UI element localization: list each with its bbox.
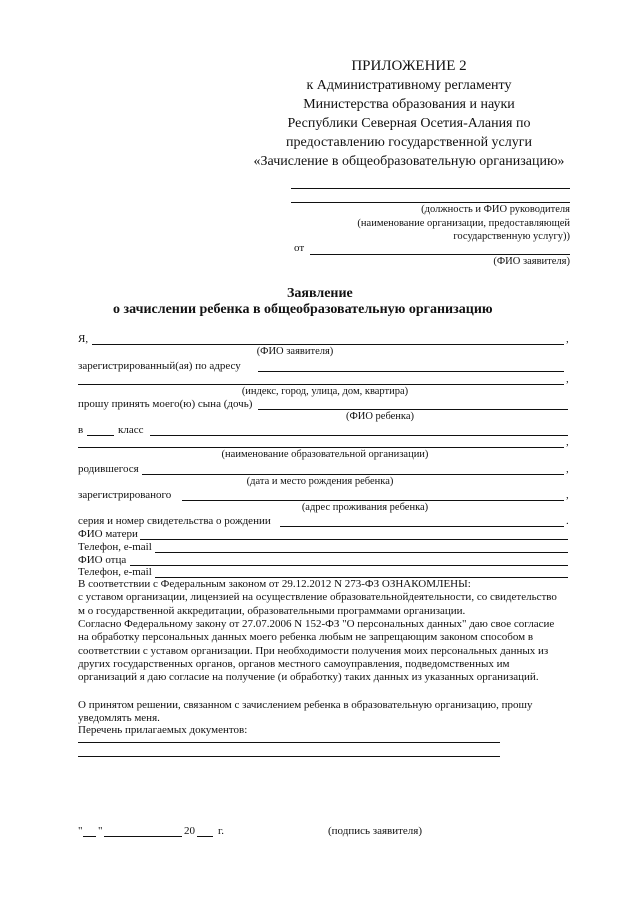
org-name-line (150, 435, 568, 436)
acquaint-line: м о государственной аккредитации, образовательными программами организации. (78, 604, 466, 617)
child-address-line (182, 500, 564, 501)
phone-mother-line (155, 552, 568, 553)
org-name-line-2 (78, 447, 564, 448)
comma: , (566, 373, 569, 385)
header-line-5: «Зачисление в общеобразовательную организацию» (253, 154, 565, 169)
notify-paragraph (78, 699, 573, 726)
acquaint-line: с уставом организации, лицензией на осуществление образовательнойдеятельности, со свидетельство (78, 591, 557, 604)
born-label: родившегося (78, 463, 139, 475)
comma: , (566, 489, 569, 501)
reg-child-label: зарегистрированого (78, 489, 172, 501)
docs-label: Перечень прилагаемых документов: (78, 724, 248, 736)
caption-org-2: государственную услугу)) (453, 231, 570, 242)
acquaint-line: В соответствии с Федеральным законом от 29.12.2012 N 273-ФЗ ОЗНАКОМЛЕНЫ: (78, 578, 471, 590)
cert-label: серия и номер свидетельства о рождении (78, 515, 271, 527)
caption-head: (должность и ФИО руководителя (421, 204, 570, 215)
consent-paragraph (78, 618, 573, 684)
consent-line: на обработку персональных данных моего ребенка любым не запрещающим законом способом в (78, 631, 534, 644)
notify-line: уведомлять меня. (78, 712, 160, 725)
comma: , (566, 436, 569, 448)
header-block (220, 57, 598, 171)
notify-line: О принятом решении, связанном с зачислением ребенка в образовательную организацию, прошу (78, 699, 533, 711)
class-number-line (87, 435, 114, 436)
period: . (566, 515, 569, 527)
phone-label-father: Телефон, e-mail (78, 566, 152, 578)
caption-applicant: (ФИО заявителя) (493, 256, 570, 267)
docs-line-1 (78, 742, 500, 743)
father-line (130, 565, 568, 566)
cert-line (280, 526, 564, 527)
applicant-name-line (92, 344, 564, 345)
from-label: от (294, 242, 305, 254)
comma: , (566, 463, 569, 475)
registered-line (258, 371, 564, 372)
acquaint-paragraph (78, 578, 573, 618)
date-year-line (197, 836, 213, 837)
mother-line (140, 539, 568, 540)
docs-line-2 (78, 756, 500, 757)
class-label: класс (118, 424, 144, 436)
consent-line: соответствии с уставом организации. При необходимости получения моих персональных данных из (78, 644, 549, 657)
appendix-title: ПРИЛОЖЕНИЕ 2 (351, 58, 467, 74)
date-quote-open: " (78, 825, 83, 837)
date-quote-close: " (98, 825, 103, 837)
doc-title: Заявление (287, 286, 353, 301)
ask-label: прошу принять моего(ю) сына (дочь) (78, 398, 253, 410)
doc-subtitle: о зачислении ребенка в общеобразовательную организацию (113, 302, 493, 317)
comma: , (566, 333, 569, 345)
caption-child-address: (адрес проживания ребенка) (301, 502, 429, 513)
mother-label: ФИО матери (78, 528, 138, 540)
addressee-line-1 (291, 188, 570, 189)
header-line-1: к Административному регламенту (306, 78, 512, 93)
caption-address: (индекс, город, улица, дом, квартира) (241, 386, 409, 397)
date-day-line (83, 836, 96, 837)
header-line-4: предоставлению государственной услуги (286, 135, 532, 150)
consent-line: других государственных органов, органов местного самоуправления, подведомственных им (78, 657, 510, 670)
header-line-3: Республики Северная Осетия-Алания по (287, 116, 531, 131)
i-label: Я, (78, 333, 89, 345)
caption-fio-applicant: (ФИО заявителя) (256, 346, 334, 357)
child-name-line (258, 409, 568, 410)
father-label: ФИО отца (78, 554, 127, 566)
address-line-2 (78, 384, 564, 385)
caption-org-name: (наименование образовательной организации) (221, 449, 429, 460)
from-line (310, 254, 570, 255)
consent-line: организаций я даю согласие на получение (и обработку) таких данных из указанных организаций. (78, 671, 539, 684)
addressee-line-2 (291, 202, 570, 203)
header-line-2: Министерства образования и науки (303, 97, 515, 112)
phone-label-mother: Телефон, e-mail (78, 541, 152, 553)
caption-birth: (дата и место рождения ребенка) (246, 476, 394, 487)
caption-org-1: (наименование организации, предоставляющей (357, 218, 570, 229)
signature-caption: (подпись заявителя) (328, 825, 423, 837)
caption-fio-child: (ФИО ребенка) (345, 411, 415, 422)
date-year-suffix: г. (218, 825, 225, 837)
date-month-line (104, 836, 182, 837)
birth-line (142, 474, 564, 475)
date-year-prefix: 20 (184, 825, 195, 837)
registered-label: зарегистрированный(ая) по адресу (78, 360, 241, 372)
consent-line: Согласно Федеральному закону от 27.07.2006 N 152-ФЗ "О персональных данных" даю свое согласие (78, 618, 555, 630)
in-label: в (78, 424, 84, 436)
